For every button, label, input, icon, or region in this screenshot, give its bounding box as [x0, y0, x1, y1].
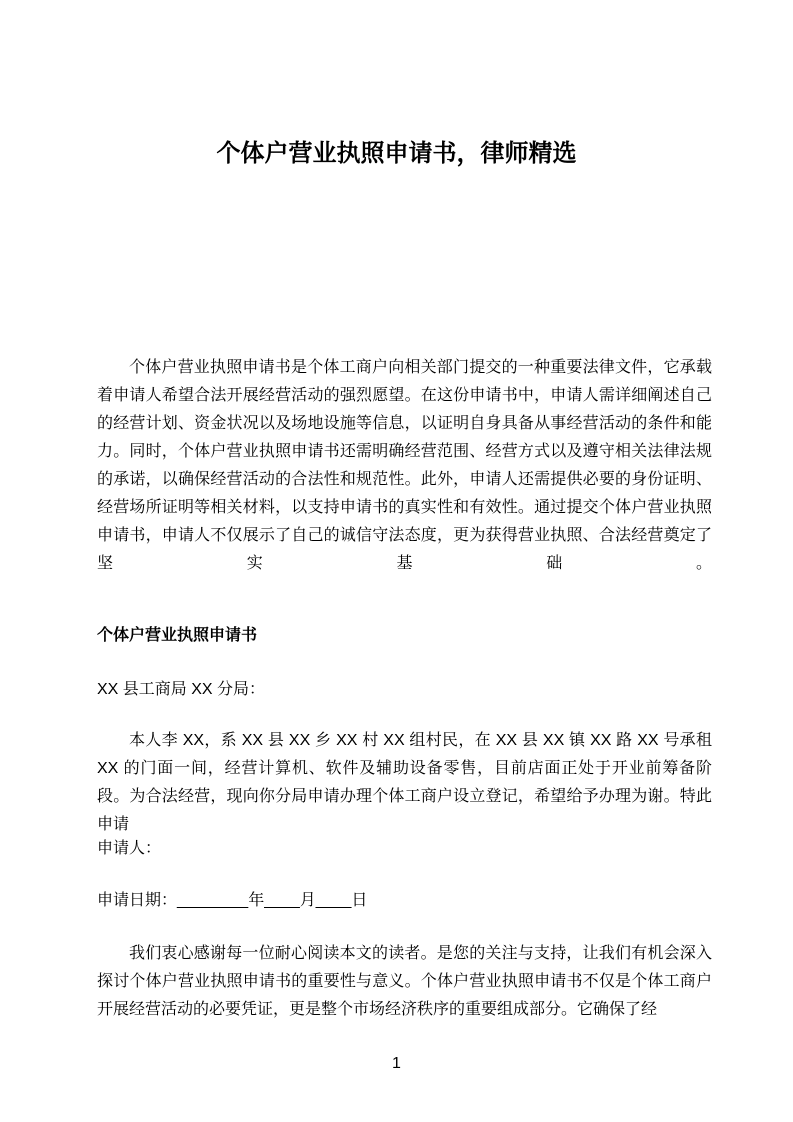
- section-heading: 个体户营业执照申请书: [97, 627, 258, 644]
- page-number: 1: [392, 1055, 401, 1072]
- applicant-label-line: 申请人：: [97, 840, 162, 857]
- salutation-line: XX 县工商局 XX 分局：: [97, 681, 266, 698]
- closing-paragraph: 我们衷心感谢每一位耐心阅读本文的读者。是您的关注与支持，让我们有机会深入探讨个体户营业执照申请书的重要性与意义。个体户营业执照申请书不仅是个体工商户开展经营活动的必要凭证，更是整个市场经济秩序的重要组成部分。它确保了经: [97, 945, 712, 1018]
- application-body-paragraph: 本人李 XX，系 XX 县 XX 乡 XX 村 XX 组村民，在 XX 县 XX 镇 XX 路 XX 号承租 XX 的门面一间，经营计算机、软件及辅助设备零售，目前店面正处于开业前筹备阶段。为合法经营，现向你分局申请办理个体工商户设立登记，希望给予办理为谢。特此申请: [97, 732, 712, 833]
- application-date-line: 申请日期：________年____月____日: [97, 892, 368, 909]
- intro-paragraph: 个体户营业执照申请书是个体工商户向相关部门提交的一种重要法律文件，它承载着申请人希望合法开展经营活动的强烈愿望。在这份申请书中，申请人需详细阐述自己的经营计划、资金状况以及场地设施等信息，以证明自身具备从事经营活动的条件和能力。同时，个体户营业执照申请书还需明确经营范围、经营方式以及遵守相关法律法规的承诺，以确保经营活动的合法性和规范性。此外，申请人还需提供必要的身份证明、经营场所证明等相关材料，以支持申请书的真实性和有效性。通过提交个体户营业执照申请书，申请人不仅展示了自己的诚信守法态度，更为获得营业执照、合法经营奠定了坚实基础。: [97, 359, 712, 572]
- document-title: 个体户营业执照申请书，律师精选: [216, 140, 577, 167]
